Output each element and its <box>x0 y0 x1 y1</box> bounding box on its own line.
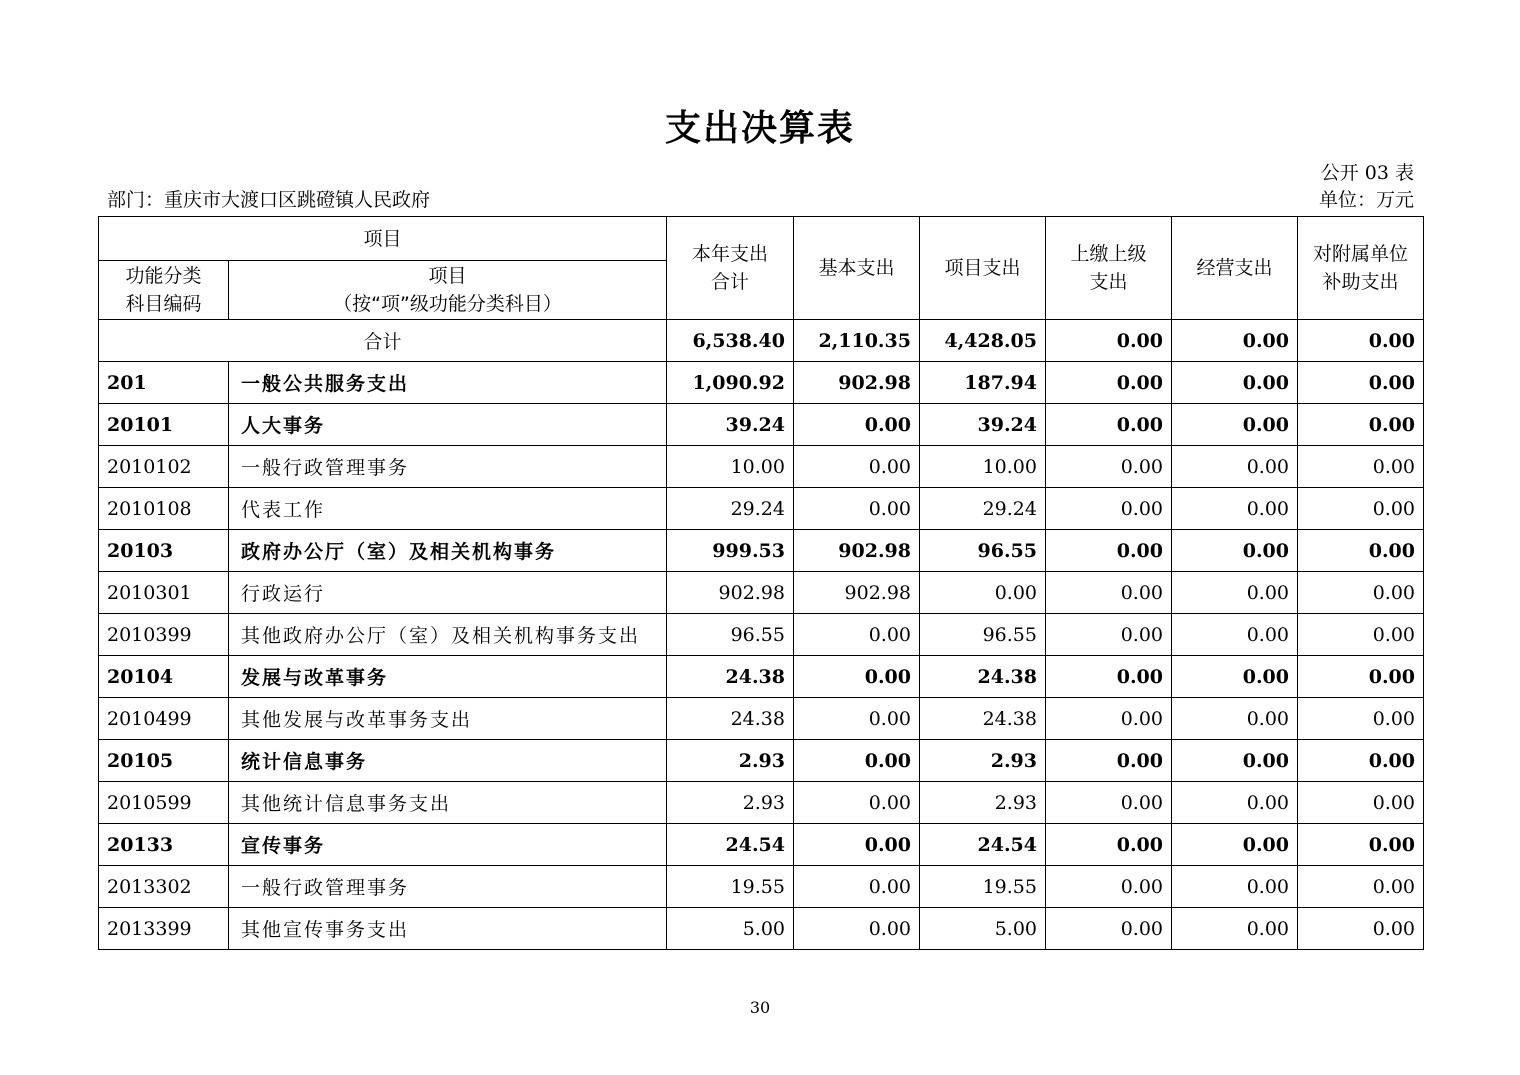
total-cell: 6,538.40 <box>667 320 794 362</box>
header-project-group: 项目 <box>99 217 667 261</box>
row-value: 29.24 <box>667 488 794 530</box>
row-name: 一般行政管理事务 <box>229 866 667 908</box>
row-code: 20133 <box>99 824 229 866</box>
row-value: 0.00 <box>1298 656 1424 698</box>
row-value: 0.00 <box>1172 530 1298 572</box>
row-value: 0.00 <box>1298 572 1424 614</box>
row-value: 19.55 <box>920 866 1046 908</box>
row-value: 0.00 <box>1298 740 1424 782</box>
row-value: 0.00 <box>794 614 920 656</box>
table-body <box>99 320 1424 950</box>
row-value: 0.00 <box>920 572 1046 614</box>
table-row <box>99 572 1424 614</box>
row-value: 0.00 <box>794 740 920 782</box>
row-value: 0.00 <box>1046 404 1172 446</box>
row-value: 0.00 <box>1172 656 1298 698</box>
page-title: 支出决算表 <box>664 108 855 149</box>
row-value: 0.00 <box>1172 782 1298 824</box>
table-row <box>99 362 1424 404</box>
row-name: 其他发展与改革事务支出 <box>229 698 667 740</box>
row-value: 0.00 <box>794 908 920 950</box>
unit-label: 单位：万元 <box>1318 189 1414 211</box>
row-value: 0.00 <box>1298 362 1424 404</box>
row-value: 0.00 <box>1298 698 1424 740</box>
table-row <box>99 782 1424 824</box>
row-value: 24.54 <box>667 824 794 866</box>
row-value: 29.24 <box>920 488 1046 530</box>
row-value: 0.00 <box>794 782 920 824</box>
row-name: 其他政府办公厅（室）及相关机构事务支出 <box>229 614 667 656</box>
table-row <box>99 740 1424 782</box>
row-value: 19.55 <box>667 866 794 908</box>
row-code: 2013302 <box>99 866 229 908</box>
row-value: 0.00 <box>1046 824 1172 866</box>
row-code: 2010499 <box>99 698 229 740</box>
row-value: 0.00 <box>1172 866 1298 908</box>
row-value: 902.98 <box>794 362 920 404</box>
row-value: 0.00 <box>794 824 920 866</box>
table-row <box>99 530 1424 572</box>
row-name: 其他宣传事务支出 <box>229 908 667 950</box>
row-name: 其他统计信息事务支出 <box>229 782 667 824</box>
row-value: 96.55 <box>667 614 794 656</box>
row-code: 2010108 <box>99 488 229 530</box>
row-value: 999.53 <box>667 530 794 572</box>
row-value: 0.00 <box>1046 698 1172 740</box>
header-upper: 上缴上级 支出 <box>1046 217 1172 320</box>
row-value: 902.98 <box>794 530 920 572</box>
total-cell: 0.00 <box>1172 320 1298 362</box>
row-name: 一般公共服务支出 <box>229 362 667 404</box>
row-value: 2.93 <box>920 740 1046 782</box>
total-row <box>99 320 1424 362</box>
row-value: 0.00 <box>1172 446 1298 488</box>
row-value: 5.00 <box>667 908 794 950</box>
header-project: 项目支出 <box>920 217 1046 320</box>
row-code: 20104 <box>99 656 229 698</box>
row-value: 24.38 <box>667 698 794 740</box>
row-value: 0.00 <box>1172 824 1298 866</box>
header-code: 功能分类 科目编码 <box>99 261 229 320</box>
row-value: 0.00 <box>1046 866 1172 908</box>
row-value: 0.00 <box>1172 404 1298 446</box>
row-value: 1,090.92 <box>667 362 794 404</box>
header-total: 本年支出 合计 <box>667 217 794 320</box>
row-code: 2013399 <box>99 908 229 950</box>
row-code: 2010399 <box>99 614 229 656</box>
row-value: 96.55 <box>920 530 1046 572</box>
row-value: 0.00 <box>1046 572 1172 614</box>
row-code: 20101 <box>99 404 229 446</box>
row-name: 发展与改革事务 <box>229 656 667 698</box>
row-value: 0.00 <box>1298 866 1424 908</box>
row-name: 行政运行 <box>229 572 667 614</box>
row-name: 人大事务 <box>229 404 667 446</box>
row-code: 2010599 <box>99 782 229 824</box>
row-value: 0.00 <box>1172 740 1298 782</box>
row-value: 0.00 <box>1046 740 1172 782</box>
form-code: 公开 03 表 <box>1320 162 1414 184</box>
row-value: 24.38 <box>920 656 1046 698</box>
row-value: 902.98 <box>667 572 794 614</box>
row-value: 0.00 <box>1046 656 1172 698</box>
row-value: 0.00 <box>1172 488 1298 530</box>
table-row <box>99 404 1424 446</box>
table-row <box>99 866 1424 908</box>
row-code: 20103 <box>99 530 229 572</box>
total-cell: 2,110.35 <box>794 320 920 362</box>
row-code: 2010301 <box>99 572 229 614</box>
row-value: 0.00 <box>1298 908 1424 950</box>
row-value: 0.00 <box>1172 698 1298 740</box>
row-value: 10.00 <box>667 446 794 488</box>
table-row <box>99 614 1424 656</box>
row-value: 0.00 <box>1046 530 1172 572</box>
row-value: 0.00 <box>794 404 920 446</box>
table-row <box>99 446 1424 488</box>
row-value: 0.00 <box>1172 908 1298 950</box>
row-value: 0.00 <box>1298 404 1424 446</box>
row-value: 0.00 <box>1046 908 1172 950</box>
row-value: 24.38 <box>667 656 794 698</box>
table-row <box>99 488 1424 530</box>
header-basic: 基本支出 <box>794 217 920 320</box>
row-value: 5.00 <box>920 908 1046 950</box>
row-value: 0.00 <box>1046 446 1172 488</box>
row-value: 0.00 <box>794 446 920 488</box>
row-value: 0.00 <box>1298 824 1424 866</box>
row-name: 代表工作 <box>229 488 667 530</box>
row-value: 0.00 <box>1172 572 1298 614</box>
row-value: 24.54 <box>920 824 1046 866</box>
row-value: 0.00 <box>794 698 920 740</box>
row-value: 0.00 <box>1298 782 1424 824</box>
row-value: 2.93 <box>667 740 794 782</box>
row-value: 39.24 <box>920 404 1046 446</box>
total-cell: 0.00 <box>1046 320 1172 362</box>
row-value: 0.00 <box>794 866 920 908</box>
row-name: 统计信息事务 <box>229 740 667 782</box>
table-header <box>99 217 1424 320</box>
row-value: 10.00 <box>920 446 1046 488</box>
row-name: 政府办公厅（室）及相关机构事务 <box>229 530 667 572</box>
row-value: 0.00 <box>1046 782 1172 824</box>
row-value: 96.55 <box>920 614 1046 656</box>
table-row <box>99 656 1424 698</box>
row-value: 0.00 <box>1046 362 1172 404</box>
row-value: 0.00 <box>1298 530 1424 572</box>
total-cell: 0.00 <box>1298 320 1424 362</box>
row-value: 0.00 <box>1046 614 1172 656</box>
total-cell: 4,428.05 <box>920 320 1046 362</box>
row-name: 宣传事务 <box>229 824 667 866</box>
row-value: 0.00 <box>1172 362 1298 404</box>
row-value: 187.94 <box>920 362 1046 404</box>
row-value: 0.00 <box>794 488 920 530</box>
row-value: 0.00 <box>1172 614 1298 656</box>
header-operating: 经营支出 <box>1172 217 1298 320</box>
department-label: 部门：重庆市大渡口区跳磴镇人民政府 <box>107 189 431 211</box>
row-value: 2.93 <box>667 782 794 824</box>
table-row <box>99 698 1424 740</box>
row-value: 0.00 <box>1298 446 1424 488</box>
row-value: 39.24 <box>667 404 794 446</box>
row-value: 0.00 <box>1298 614 1424 656</box>
row-value: 902.98 <box>794 572 920 614</box>
row-value: 24.38 <box>920 698 1046 740</box>
row-code: 2010102 <box>99 446 229 488</box>
table-row <box>99 908 1424 950</box>
row-code: 20105 <box>99 740 229 782</box>
header-subsidy: 对附属单位 补助支出 <box>1298 217 1424 320</box>
row-code: 201 <box>99 362 229 404</box>
expenditure-table <box>98 216 1424 950</box>
row-value: 0.00 <box>794 656 920 698</box>
row-value: 2.93 <box>920 782 1046 824</box>
row-name: 一般行政管理事务 <box>229 446 667 488</box>
table-row <box>99 824 1424 866</box>
row-value: 0.00 <box>1046 488 1172 530</box>
page-number: 30 <box>749 998 771 1017</box>
row-value: 0.00 <box>1298 488 1424 530</box>
total-label: 合计 <box>99 320 667 362</box>
header-name: 项目 （按“项”级功能分类科目） <box>229 261 667 320</box>
